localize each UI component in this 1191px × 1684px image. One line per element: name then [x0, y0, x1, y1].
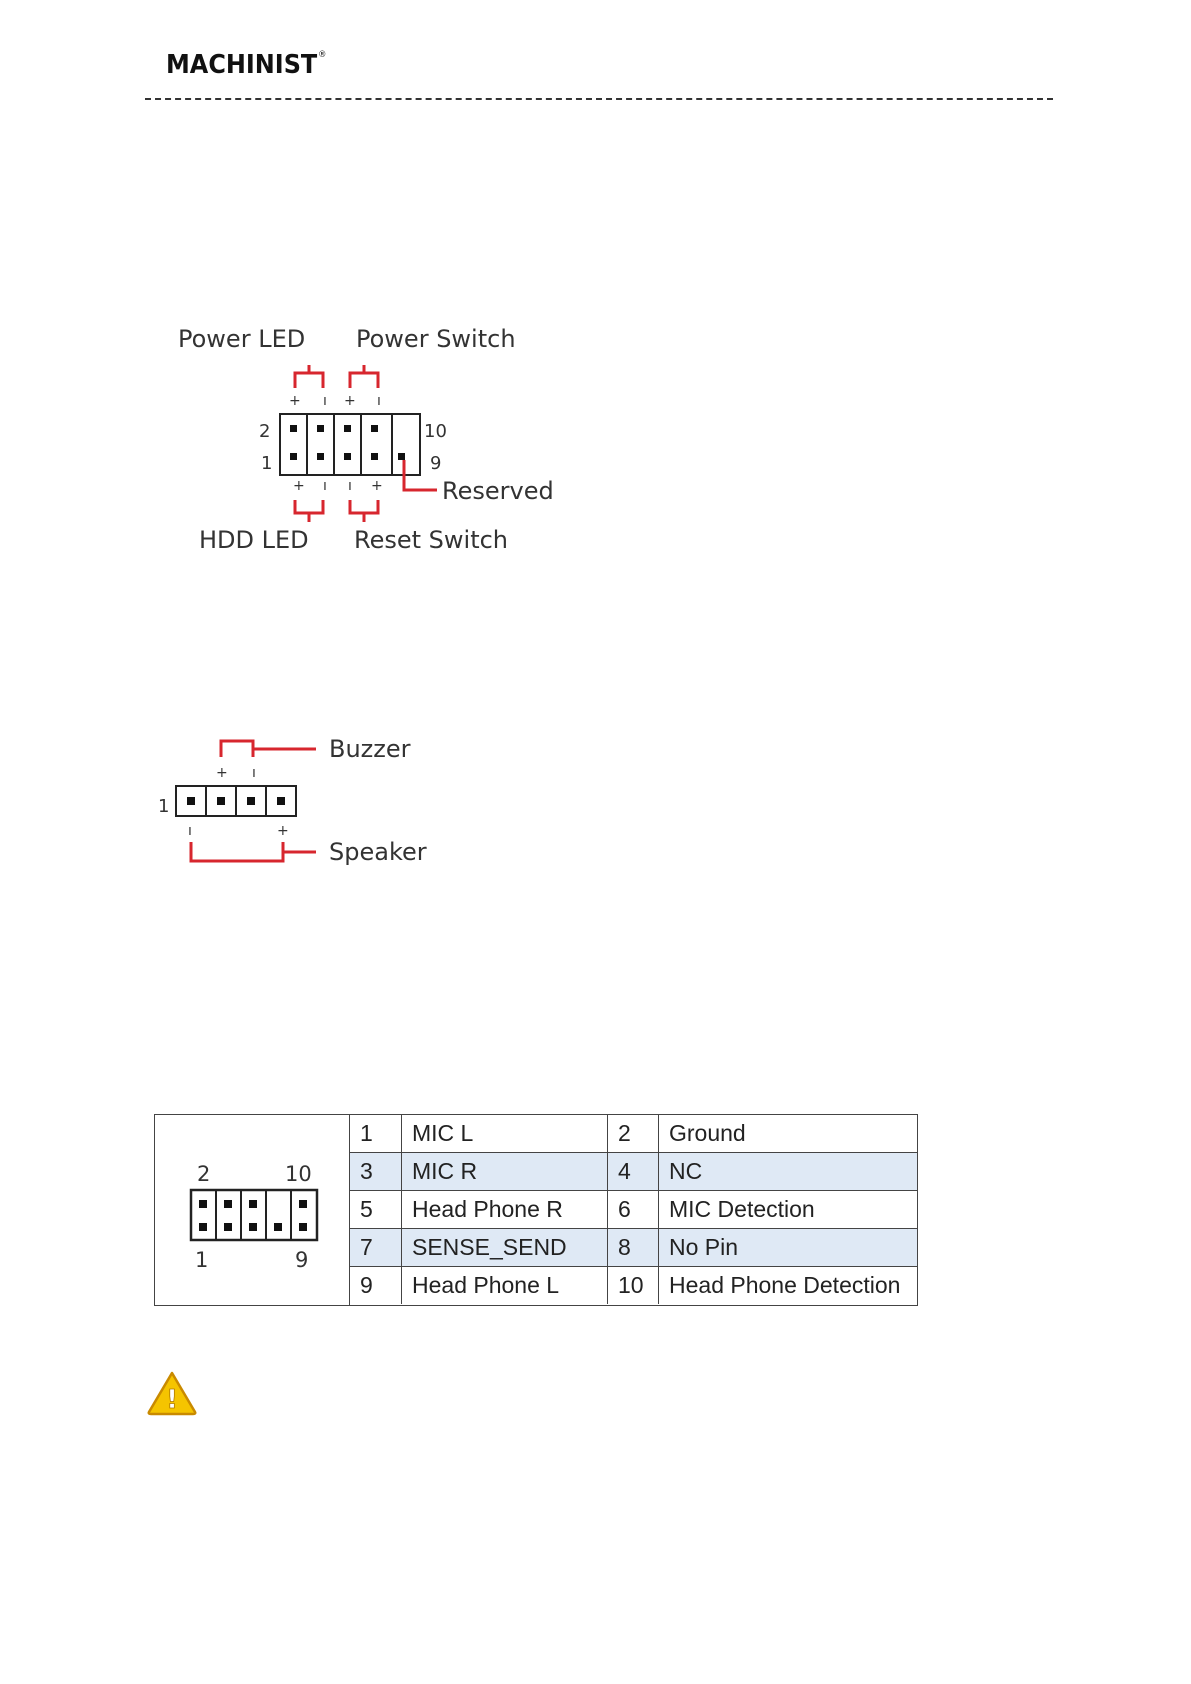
buzzer-label: Buzzer: [329, 735, 411, 763]
buzzer-plus: +: [216, 765, 228, 781]
pin-number: 6: [608, 1191, 659, 1229]
power-led-plus: +: [289, 393, 301, 409]
warning-glyph: !: [166, 1385, 178, 1415]
audio-pin-2-label: 2: [197, 1162, 211, 1186]
pin-10-label: 10: [424, 421, 447, 442]
power-led-label: Power LED: [178, 325, 306, 353]
hdd-led-bracket: [295, 500, 323, 522]
pin-number: 9: [350, 1267, 402, 1305]
speaker-plus: +: [277, 823, 289, 839]
pin-number: 1: [350, 1115, 402, 1153]
pin-2-label: 2: [259, 421, 271, 442]
audio-pin-table: [349, 1115, 917, 1304]
pin-signal: Head Phone L: [402, 1267, 608, 1305]
pin-signal: MIC R: [402, 1153, 608, 1191]
pin-signal: Head Phone Detection: [659, 1267, 918, 1305]
power-led-minus: ı: [323, 393, 327, 409]
pin-1-label: 1: [261, 453, 273, 474]
audio-pinout-panel: [154, 1114, 918, 1306]
speaker-label: Speaker: [329, 838, 427, 866]
power-led-bracket: [295, 365, 323, 388]
pin-number: 4: [608, 1153, 659, 1191]
pin-signal: Head Phone R: [402, 1191, 608, 1229]
audio-header-illustration: [155, 1115, 350, 1305]
speaker-bracket: [191, 842, 316, 861]
buzzer-bracket: [221, 741, 316, 757]
hdd-led-label: HDD LED: [199, 526, 309, 554]
pin-number: 7: [350, 1229, 402, 1267]
header-divider: [145, 98, 1053, 100]
buzzer-pin-1-label: 1: [158, 796, 170, 817]
audio-pin-9-label: 9: [295, 1248, 309, 1272]
logo-text: MACHINIST: [166, 50, 318, 80]
warning-icon: [146, 1370, 198, 1416]
pin-signal: NC: [659, 1153, 918, 1191]
power-switch-plus: +: [344, 393, 356, 409]
buzzer-speaker-diagram: [150, 720, 470, 880]
pin-number: 3: [350, 1153, 402, 1191]
hdd-led-plus: +: [293, 478, 305, 494]
pin-signal: SENSE_SEND: [402, 1229, 608, 1267]
pin-signal: MIC L: [402, 1115, 608, 1153]
front-panel-diagram: [160, 310, 580, 560]
pin-number: 2: [608, 1115, 659, 1153]
pin-9-label: 9: [430, 453, 442, 474]
speaker-minus: ı: [188, 823, 192, 839]
brand-logo: [166, 50, 326, 80]
pin-signal: No Pin: [659, 1229, 918, 1267]
audio-pin-10-label: 10: [285, 1162, 312, 1186]
reset-switch-bracket: [350, 500, 378, 522]
hdd-led-minus: ı: [323, 478, 327, 494]
table-row: [350, 1153, 918, 1191]
pin-signal: Ground: [659, 1115, 918, 1153]
pin-signal: MIC Detection: [659, 1191, 918, 1229]
power-switch-minus: ı: [377, 393, 381, 409]
table-row: [350, 1229, 918, 1267]
pin-number: 8: [608, 1229, 659, 1267]
table-row: [350, 1191, 918, 1229]
audio-pin-1-label: 1: [195, 1248, 209, 1272]
audio-header: [191, 1190, 317, 1240]
reset-switch-plus: +: [371, 478, 383, 494]
table-row: [350, 1115, 918, 1153]
pin-number: 10: [608, 1267, 659, 1305]
registered-mark: ®: [318, 50, 327, 61]
buzzer-header: [176, 786, 296, 816]
power-switch-label: Power Switch: [356, 325, 516, 353]
reset-switch-minus: ı: [348, 478, 352, 494]
table-row: [350, 1267, 918, 1305]
reserved-label: Reserved: [442, 477, 554, 505]
front-panel-header: [280, 414, 420, 475]
reset-switch-label: Reset Switch: [354, 526, 509, 554]
pin-number: 5: [350, 1191, 402, 1229]
power-switch-bracket: [350, 365, 378, 388]
buzzer-minus: ı: [252, 765, 256, 781]
